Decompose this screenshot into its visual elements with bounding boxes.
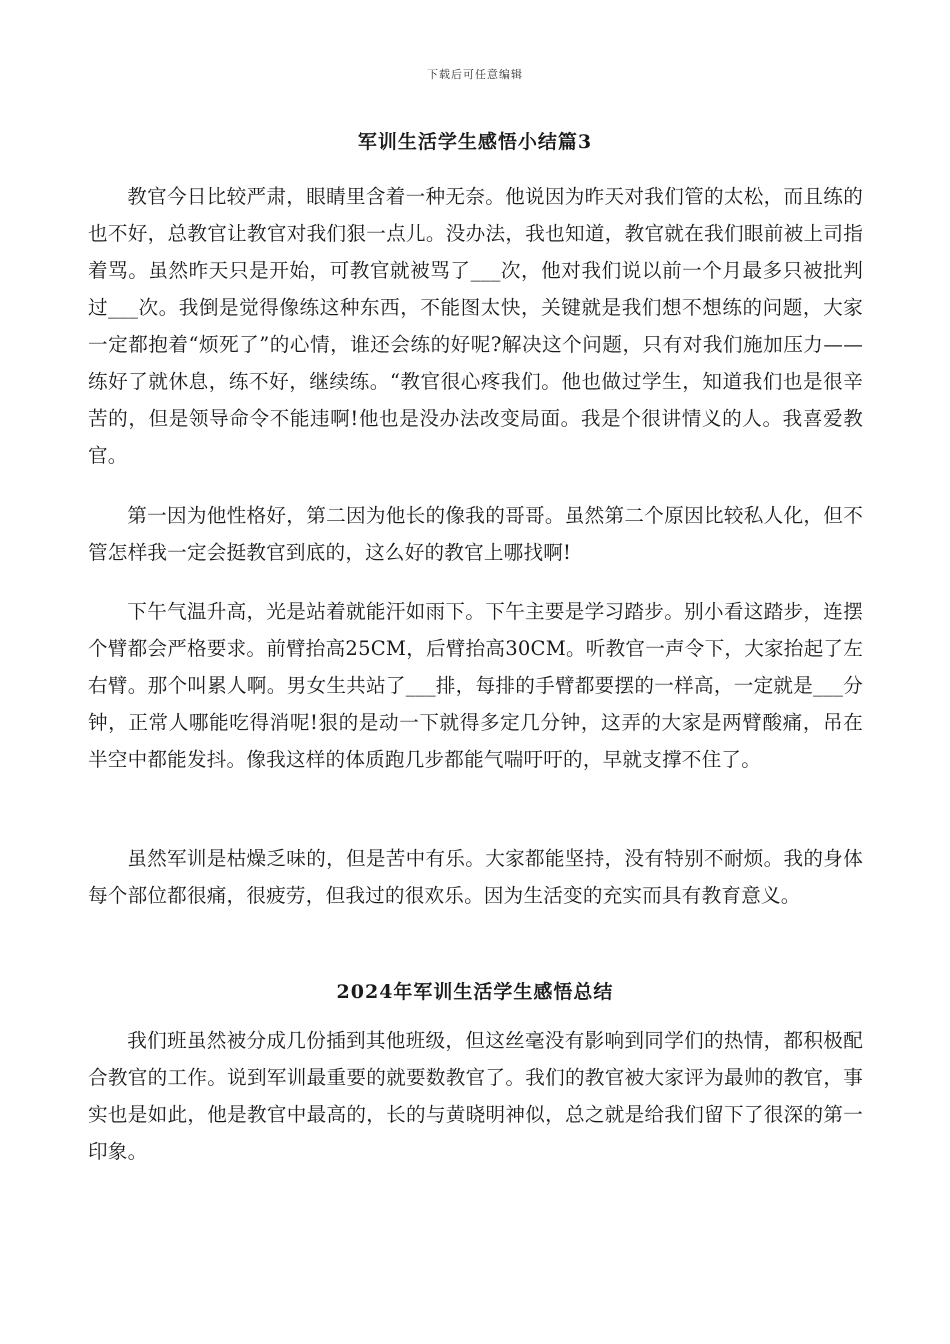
- paragraph: 第一因为他性格好，第二因为他长的像我的哥哥。虽然第二个原因比较私人化，但不管怎样我一定会挺教官到底的，这么好的教官上哪找啊!: [88, 504, 863, 564]
- section-title: 2024年军训生活学生感悟总结: [336, 981, 614, 1003]
- header-note: 下载后可任意编辑: [427, 68, 523, 81]
- paragraph: 下午气温升高，光是站着就能汗如雨下。下午主要是学习踏步。别小看这踏步，连摆个臂都会严格要求。前臂抬高25CM，后臂抬高30CM。听教官一声令下，大家抬起了左右臂。那个叫累人啊。男女生共站了___排，每排的手臂都要摆的一样高，一定就是___分钟，正常人哪能吃得消呢!狠的是动一下就得多定几分钟，这弄的大家是两臂酸痛，吊在半空中都能发抖。像我这样的体质跑几步都能气喘吁吁的，早就支撑不住了。: [88, 600, 863, 771]
- section-title: 军训生活学生感悟小结篇3: [357, 131, 593, 153]
- paragraph: 教官今日比较严肃，眼睛里含着一种无奈。他说因为昨天对我们管的太松，而且练的也不好，总教官让教官对我们狠一点儿。没办法，我也知道，教官就在我们眼前被上司指着骂。虽然昨天只是开始，可教官就被骂了___次，他对我们说以前一个月最多只被批判过___次。我倒是觉得像练这种东西，不能图太快，关键就是我们想不想练的问题，大家一定都抱着“烦死了”的心情，谁还会练的好呢?解决这个问题，只有对我们施加压力——练好了就休息，练不好，继续练。“教官很心疼我们。他也做过学生，知道我们也是很辛苦的，但是领导命令不能违啊!他也是没办法改变局面。我是个很讲情义的人。我喜爱教官。: [88, 185, 863, 467]
- paragraph: 我们班虽然被分成几份插到其他班级，但这丝毫没有影响到同学们的热情，都积极配合教官的工作。说到军训最重要的就要数教官了。我们的教官被大家评为最帅的教官，事实也是如此，他是教官中最高的，长的与黄晓明神似，总之就是给我们留下了很深的第一印象。: [88, 1029, 863, 1163]
- paragraph: 虽然军训是枯燥乏味的，但是苦中有乐。大家都能坚持，没有特别不耐烦。我的身体每个部位都很痛，很疲劳，但我过的很欢乐。因为生活变的充实而具有教育意义。: [88, 847, 863, 907]
